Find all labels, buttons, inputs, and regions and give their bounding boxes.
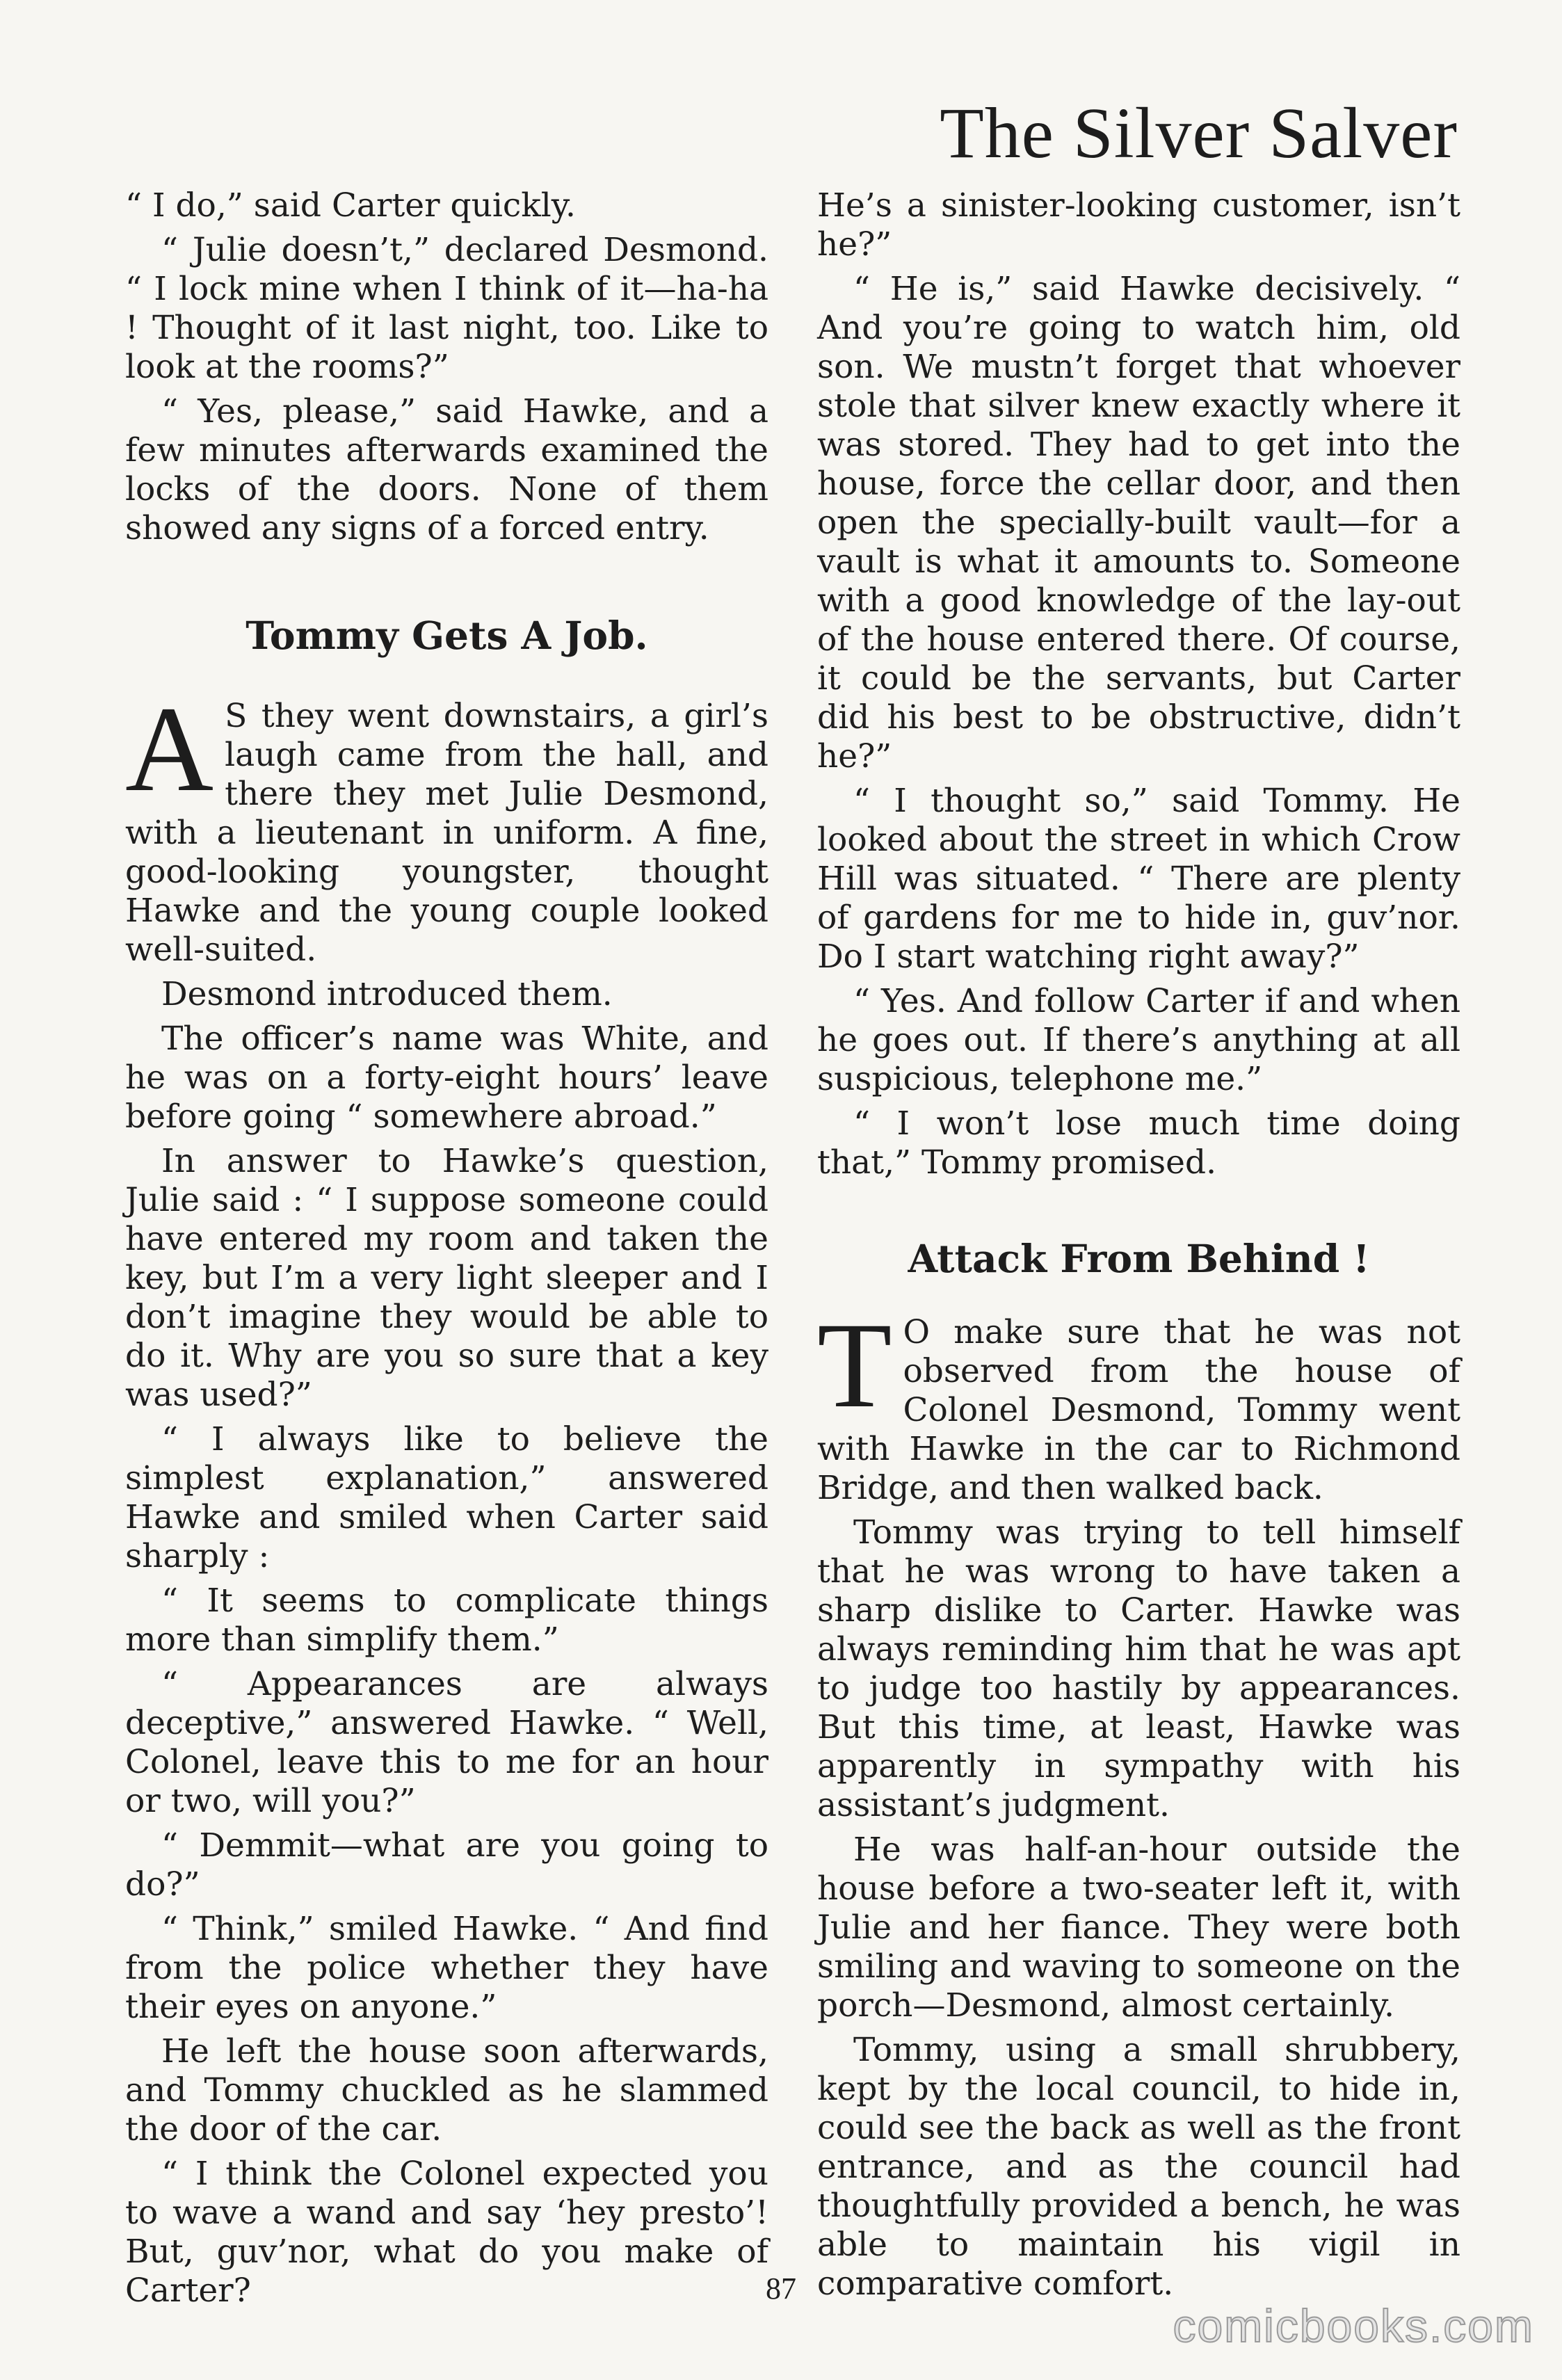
paragraph: “ I think the Colonel expected you to wave a wand and say ‘hey presto’! But, guv’nor, what do you make of Carter? <box>125 2155 768 2310</box>
paragraph-text: S they went downstairs, a girl’s laugh came from the hall, and there they met Julie Desmond, with a lieutenant in uniform. A fine, good-looking youngster, thought Hawke and the young couple looked well-suited. <box>125 697 768 969</box>
drop-cap: T <box>817 1298 892 1433</box>
paragraph: He was half-an-hour outside the house before a two-seater left it, with Julie and her fiance. They were both smiling and waving to someone on the porch—Desmond, almost certainly. <box>817 1831 1460 2025</box>
paragraph: “ He is,” said Hawke decisively. “ And you’re going to watch him, old son. We mustn’t forget that whoever stole that silver knew exactly where it was stored. They had to get into the house, force the cellar door, and then open the specially-built vault—for a vault is what it amounts to. Someone with a good knowledge of the lay-out of the house entered there. Of course, it could be the servants, but Carter did his best to be obstructive, didn’t he?” <box>817 270 1460 775</box>
paragraph: The officer’s name was White, and he was on a forty-eight hours’ leave before going “ somewhere abroad.” <box>125 1020 768 1136</box>
section-heading: Attack From Behind ! <box>908 1236 1370 1281</box>
paragraph: In answer to Hawke’s question, Julie said : “ I suppose someone could have entered my room and taken the key, but I’m a very light sleeper and I don’t imagine they would be able to do it. Why are you so sure that a key was used?” <box>125 1142 768 1414</box>
paragraph: “ Julie doesn’t,” declared Desmond. “ I lock mine when I think of it—ha-ha ! Thought of it last night, too. Like to look at the rooms?” <box>125 231 768 386</box>
page-number: 87 <box>766 2272 796 2306</box>
paragraph: “ I always like to believe the simplest explanation,” answered Hawke and smiled when Carter said sharply : <box>125 1420 768 1575</box>
paragraph: “ I do,” said Carter quickly. <box>125 186 576 225</box>
right-column <box>817 186 1460 2309</box>
paragraph: “ It seems to complicate things more than simplify them.” <box>125 1582 768 1659</box>
paragraph: “ Think,” smiled Hawke. “ And find from the police whether they have their eyes on anyone.” <box>125 1910 768 2026</box>
paragraph: He left the house soon afterwards, and Tommy chuckled as he slammed the door of the car. <box>125 2032 768 2148</box>
paragraph: “ I won’t lose much time doing that,” Tommy promised. <box>817 1104 1460 1182</box>
paragraph: “ I thought so,” said Tommy. He looked about the street in which Crow Hill was situated. “ There are plenty of gardens for me to hide in, guv’nor. Do I start watching right away?” <box>817 782 1460 976</box>
page-title: The Silver Salver <box>940 93 1458 173</box>
paragraph: Tommy was trying to tell himself that he was wrong to have taken a sharp dislike to Carter. Hawke was always reminding him that he was apt to judge too hastily by appearances. But this time, at least, Hawke was apparently in sympathy with his assistant’s judgment. <box>817 1513 1460 1824</box>
paragraph: Desmond introduced them. <box>161 975 613 1013</box>
paragraph: “ Yes. And follow Carter if and when he goes out. If there’s anything at all suspicious, telephone me.” <box>817 982 1460 1098</box>
paragraph: “ Appearances are always deceptive,” answered Hawke. “ Well, Colonel, leave this to me for an hour or two, will you?” <box>125 1665 768 1820</box>
drop-cap: A <box>125 682 214 817</box>
dropcap-paragraph <box>817 1298 1460 1508</box>
section-heading: Tommy Gets A Job. <box>245 613 648 658</box>
watermark-logo: comicbooks.com <box>1173 2300 1534 2351</box>
paragraph: He’s a sinister-looking customer, isn’t he?” <box>817 186 1460 264</box>
paragraph: Tommy, using a small shrubbery, kept by the local council, to hide in, could see the back as well as the front entrance, and as the council had thoughtfully provided a bench, he was able to maintain his vigil in comparative comfort. <box>817 2031 1460 2303</box>
paragraph-text: O make sure that he was not observed from the house of Colonel Desmond, Tommy went with Hawke in the car to Richmond Bridge, and then walked back. <box>817 1313 1460 1507</box>
left-column <box>125 186 768 2316</box>
paragraph: “ Demmit—what are you going to do?” <box>125 1826 768 1904</box>
dropcap-paragraph <box>125 682 768 970</box>
paragraph: “ Yes, please,” said Hawke, and a few minutes afterwards examined the locks of the doors. None of them showed any signs of a forced entry. <box>125 392 768 547</box>
